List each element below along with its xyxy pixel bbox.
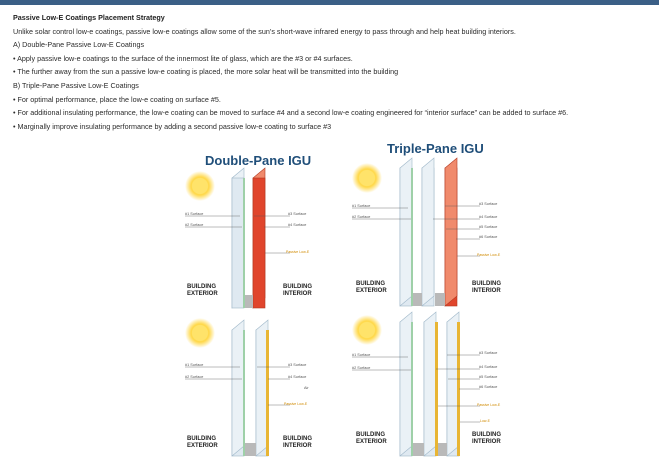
label-s5: #5 Surface (479, 375, 498, 379)
label-passive-lowe: Passive Low-E (477, 403, 501, 407)
label-s2: #2 Surface (185, 223, 204, 227)
sun-icon (352, 315, 382, 345)
label-s1: #1 Surface (185, 363, 204, 367)
label-s1: #1 Surface (352, 353, 371, 357)
label-s6: #6 Surface (479, 235, 498, 239)
label-s4: #4 Surface (288, 375, 307, 379)
triple-pane-bullet-3: • Marginally improve insulating performance by adding a second passive low-e coating to surface #3 (13, 121, 332, 131)
label-s2: #2 Surface (352, 366, 371, 370)
label-s4: #4 Surface (288, 223, 307, 227)
building-exterior-label: BUILDING EXTERIOR (187, 436, 218, 449)
building-interior-label: BUILDING INTERIOR (283, 436, 312, 449)
label-passive-lowe: Passive Low-E (477, 253, 501, 257)
building-interior-label: BUILDING INTERIOR (283, 284, 312, 297)
label-s3: #3 Surface (288, 212, 307, 216)
building-exterior-label: BUILDING EXTERIOR (356, 432, 387, 445)
label-s3: #3 Surface (479, 202, 498, 206)
label-s2: #2 Surface (352, 215, 371, 219)
building-interior-label: BUILDING INTERIOR (472, 432, 501, 445)
building-interior-label: BUILDING INTERIOR (472, 281, 501, 294)
double-pane-bullet-1: • Apply passive low-e coatings to the surface of the innermost lite of glass, which are the #3 or #4 surfaces. (13, 53, 353, 63)
label-s1: #1 Surface (352, 204, 371, 208)
label-s4: #4 Surface (479, 365, 498, 369)
double-pane-title: Double-Pane IGU (205, 153, 312, 168)
sun-icon (352, 163, 382, 193)
label-s2: #2 Surface (185, 375, 204, 379)
section-title: Passive Low-E Coatings Placement Strategy (13, 13, 165, 22)
building-exterior-label: BUILDING EXTERIOR (356, 281, 387, 294)
label-air: Air (304, 386, 309, 390)
sun-icon (185, 171, 215, 201)
label-s6: #6 Surface (479, 385, 498, 389)
double-pane-heading: A) Double-Pane Passive Low-E Coatings (13, 40, 145, 50)
triple-pane-bullet-2: • For additional insulating performance, the low-e coating can be moved to surface #4 and a second low-e coating engineered for “interior surface” can be added to surface #6. (13, 108, 569, 118)
label-passive-lowe: Passive Low-E (284, 402, 308, 406)
label-s4: #4 Surface (479, 215, 498, 219)
triple-pane-bullet-1: • For optimal performance, place the low-e coating on surface #5. (13, 94, 221, 104)
building-exterior-label: BUILDING EXTERIOR (187, 284, 218, 297)
label-s3: #3 Surface (288, 363, 307, 367)
triple-pane-heading: B) Triple-Pane Passive Low-E Coatings (13, 80, 139, 90)
triple-pane-title: Triple-Pane IGU (387, 141, 484, 156)
label-s5: #5 Surface (479, 225, 498, 229)
intro-line: Unlike solar control low-e coatings, passive low-e coatings allow some of the sun’s short-wave infrared energy to pass through and help heat building interiors. (13, 26, 516, 36)
sun-icon (185, 318, 215, 348)
label-s3: #3 Surface (479, 351, 498, 355)
label-lowe: Low-E (480, 419, 490, 423)
label-passive-lowe: Passive Low-E (286, 250, 310, 254)
double-pane-bullet-2: • The further away from the sun a passive low-e coating is placed, the more solar heat will be transmitted into the building (13, 67, 399, 77)
label-s1: #1 Surface (185, 212, 204, 216)
